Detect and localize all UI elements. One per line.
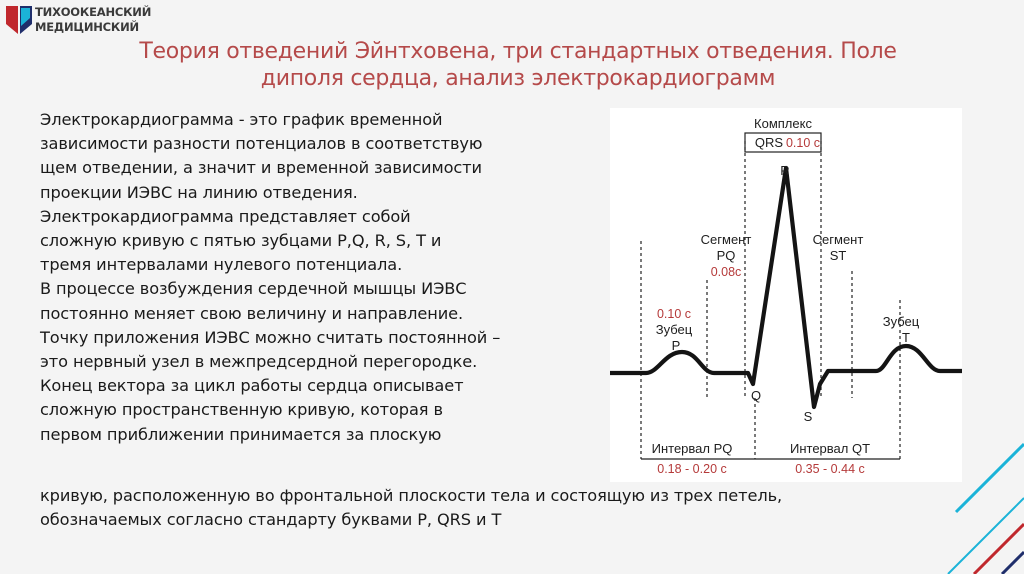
- p-wave-title: Зубец: [655, 322, 693, 337]
- body-line: это нервный узел в межпредсердной перегородке.: [40, 352, 478, 372]
- body-line: В процессе возбуждения сердечной мышцы ИЭВС: [40, 279, 467, 299]
- s-label: S: [803, 409, 813, 424]
- logo-line-1: ТИХООКЕАНСКИЙ: [35, 5, 152, 19]
- body-line: сложную кривую с пятью зубцами P,Q, R, S, T и: [40, 231, 442, 251]
- st-segment-name: ST: [829, 248, 847, 263]
- ecg-trace: [610, 168, 962, 407]
- logo-text: [35, 5, 151, 35]
- slide-title: [88, 38, 948, 92]
- pq-segment-title: Сегмент: [700, 232, 752, 247]
- body-line: Точку приложения ИЭВС можно считать постоянной –: [40, 327, 501, 347]
- ecg-diagram: [610, 108, 962, 482]
- qrs-title: Комплекс: [754, 116, 812, 131]
- body-line: постоянно меняет свою величину и направление.: [40, 303, 464, 323]
- body-line: кривую, расположенную во фронтальной плоскости тела и состоящую из трех петель,: [40, 486, 783, 505]
- qrs-name: QRS: [754, 135, 784, 150]
- body-line: первом приближении принимается за плоскую: [40, 424, 442, 444]
- t-wave-name: T: [902, 330, 910, 345]
- p-wave-name: P: [671, 338, 681, 353]
- interval-pq-range: 0.18 - 0.20 с: [657, 462, 727, 476]
- slide-title-line-2: диполя сердца, анализ электрокардиограмм: [260, 66, 776, 91]
- body-text: [40, 108, 600, 447]
- slide-title-line-1: Теория отведений Эйнтховена, три стандартных отведения. Поле: [139, 39, 897, 64]
- body-line: щем отведении, а значит и временной зависимости: [40, 158, 482, 178]
- logo-line-2: МЕДИЦИНСКИЙ: [35, 20, 139, 34]
- body-line: зависимости разности потенциалов в соответствую: [40, 134, 483, 154]
- body-line: Электрокардиограмма - это график временной: [40, 110, 443, 129]
- body-line: Конец вектора за цикл работы сердца описывает: [40, 376, 464, 396]
- body-line: обозначаемых согласно стандарту буквами P, QRS и T: [40, 510, 502, 529]
- interval-qt-range: 0.35 - 0.44 с: [795, 462, 865, 476]
- pq-segment-duration: 0.08с: [710, 265, 742, 279]
- interval-pq-label: Интервал PQ: [651, 441, 733, 456]
- qrs-duration: 0.10 с: [785, 136, 821, 150]
- t-wave-title: Зубец: [882, 314, 920, 329]
- body-line: проекции ИЭВС на линию отведения.: [40, 182, 358, 202]
- ecg-guides: [641, 141, 900, 459]
- interval-qt-label: Интервал QT: [789, 441, 871, 456]
- logo-mark-icon: [6, 6, 32, 34]
- decorative-corner-lines: [914, 434, 1024, 574]
- body-line: тремя интервалами нулевого потенциала.: [40, 255, 403, 275]
- body-line: сложную пространственную кривую, которая в: [40, 400, 443, 420]
- q-label: Q: [750, 388, 762, 403]
- pq-segment-name: PQ: [716, 248, 736, 263]
- logo: [6, 4, 176, 38]
- body-text-tail: [40, 484, 980, 532]
- st-segment-title: Сегмент: [812, 232, 864, 247]
- r-label: R: [780, 163, 790, 178]
- body-line: Электрокардиограмма представляет собой: [40, 206, 411, 226]
- p-wave-duration: 0.10 с: [656, 307, 692, 321]
